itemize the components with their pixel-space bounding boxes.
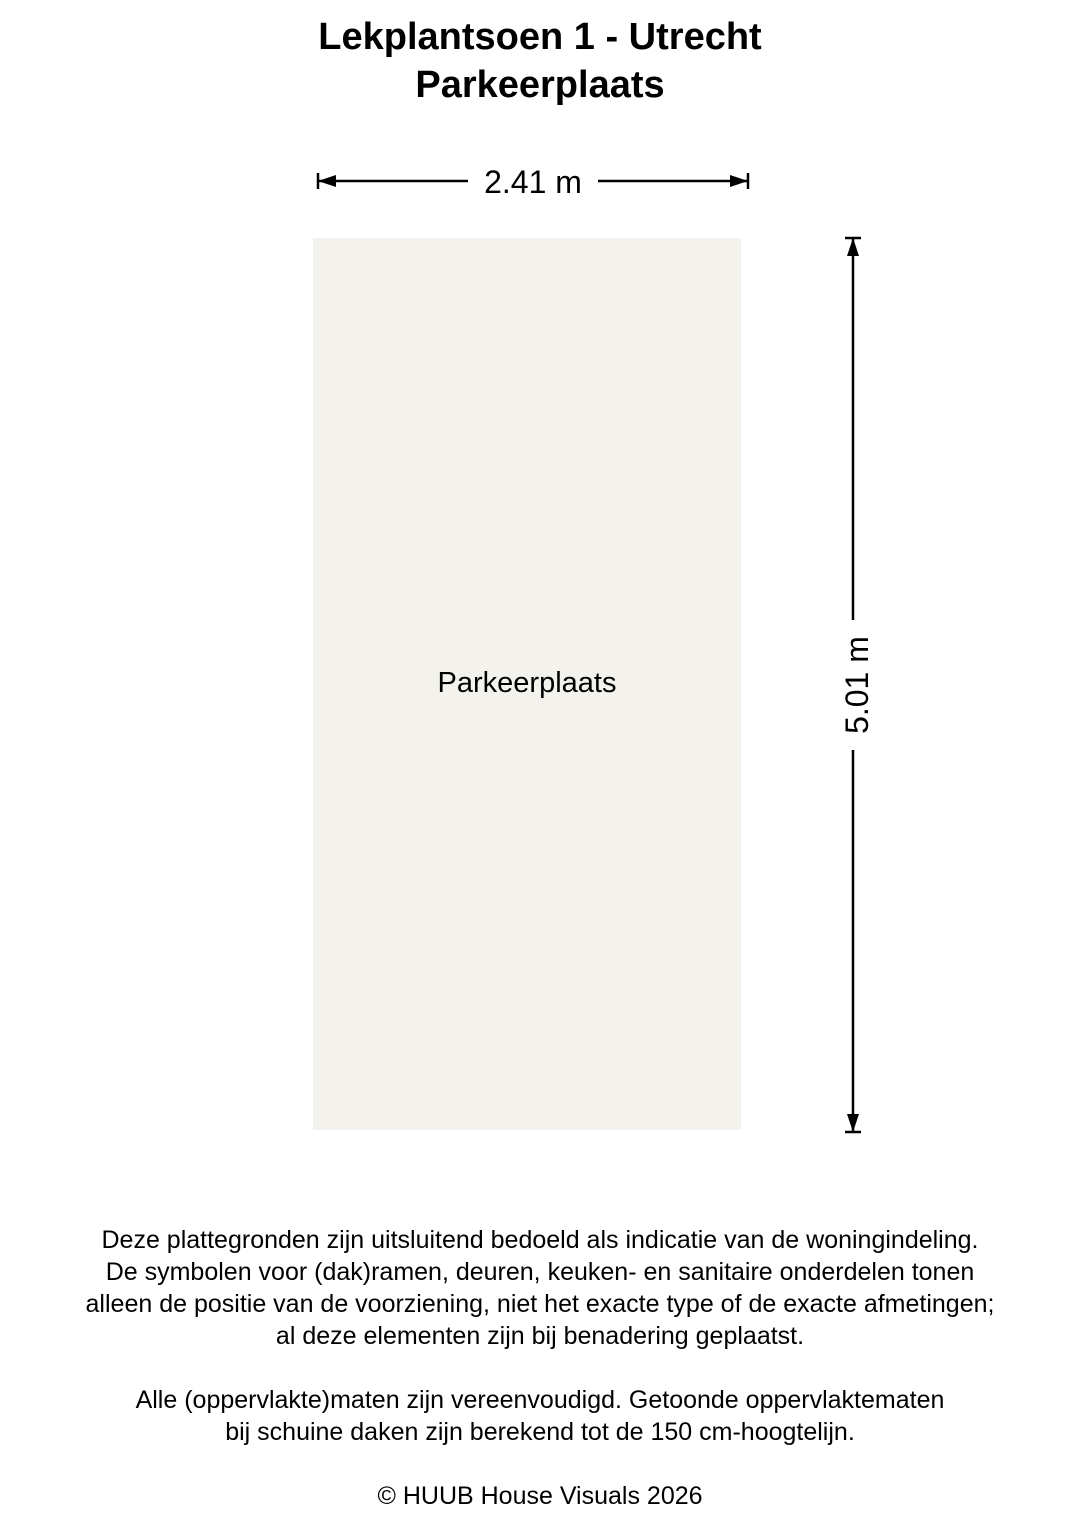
page-title: Lekplantsoen 1 - Utrecht xyxy=(318,16,762,58)
disclaimer-paragraph-1 xyxy=(0,1224,1080,1352)
copyright-notice: © HUUB House Visuals 2026 xyxy=(377,1482,703,1510)
page-subtitle: Parkeerplaats xyxy=(415,64,665,106)
disclaimer-line: De symbolen voor (dak)ramen, deuren, keuken- en sanitaire onderdelen tonen xyxy=(105,1258,975,1286)
disclaimer-line: bij schuine daken zijn berekend tot de 150 cm-hoogtelijn. xyxy=(225,1418,855,1446)
height-arrow-bottom xyxy=(847,1114,859,1132)
width-arrow-right xyxy=(730,175,748,187)
width-dimension-label: 2.41 m xyxy=(468,162,598,202)
disclaimer-paragraph-2 xyxy=(0,1384,1080,1448)
disclaimer-line: alleen de positie van de voorziening, niet het exacte type of de exacte afmetingen; xyxy=(85,1290,995,1318)
room-label: Parkeerplaats xyxy=(437,667,617,699)
disclaimer-line: Alle (oppervlakte)maten zijn vereenvoudigd. Getoonde oppervlaktematen xyxy=(135,1386,945,1414)
disclaimer-line: Deze plattegronden zijn uitsluitend bedoeld als indicatie van de woningindeling. xyxy=(101,1226,979,1254)
height-dimension-label: 5.01 m xyxy=(837,620,877,750)
disclaimer-line: al deze elementen zijn bij benadering geplaatst. xyxy=(275,1322,805,1350)
width-arrow-left xyxy=(318,175,336,187)
height-arrow-top xyxy=(847,238,859,256)
